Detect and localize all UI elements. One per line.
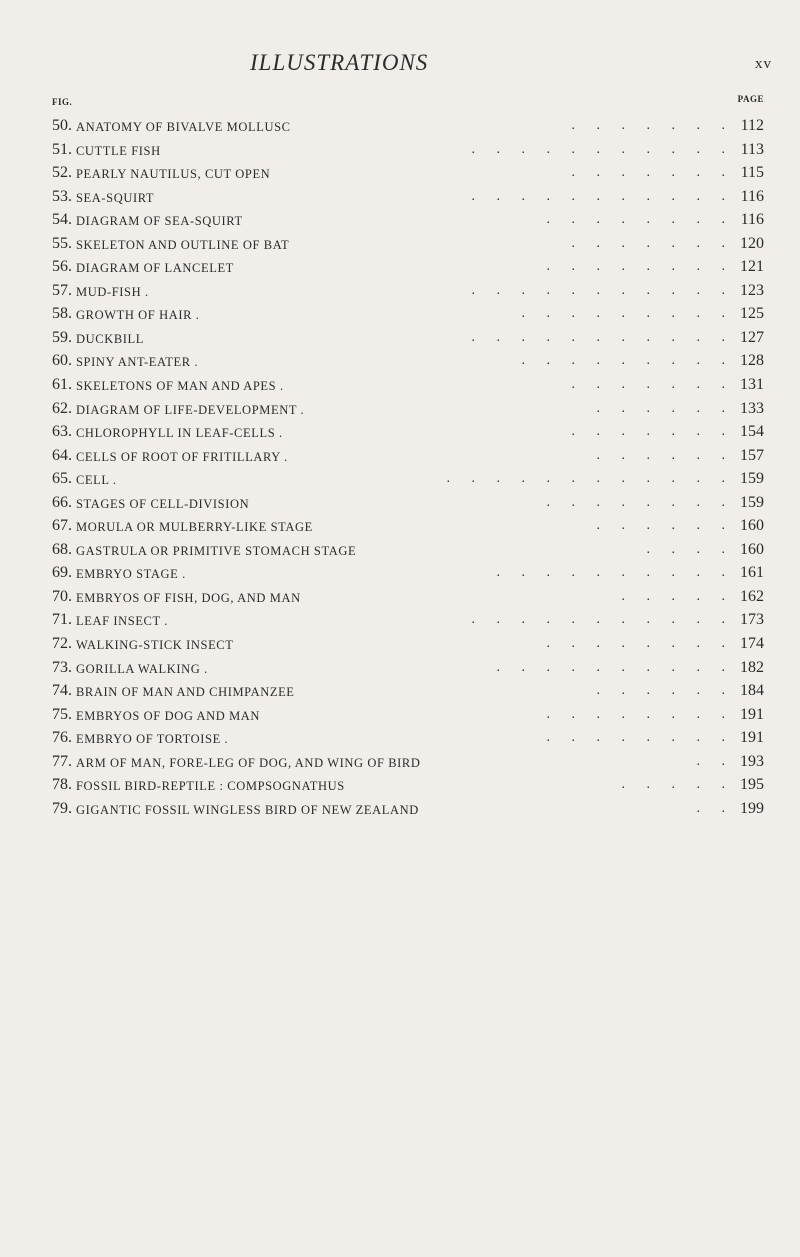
page-column-heading: PAGE bbox=[737, 94, 764, 104]
figure-number: 79. bbox=[52, 799, 72, 817]
page-folio: xv bbox=[755, 56, 772, 72]
dot-leader: . . . . . . . bbox=[571, 235, 734, 251]
list-item bbox=[0, 115, 800, 139]
page-number: 112 bbox=[740, 117, 764, 134]
list-item bbox=[0, 209, 800, 233]
figure-number: 54. bbox=[52, 211, 72, 229]
figure-number: 71. bbox=[52, 611, 72, 629]
figure-title: GORILLA WALKING . bbox=[76, 661, 208, 676]
page-number: 121 bbox=[740, 258, 764, 276]
figure-title: CUTTLE FISH bbox=[76, 143, 161, 158]
page-number: 159 bbox=[740, 470, 764, 488]
figure-title: ANATOMY OF BIVALVE MOLLUSC bbox=[76, 120, 291, 134]
dot-leader: . . . . . . bbox=[596, 400, 734, 416]
list-item bbox=[0, 704, 800, 728]
figure-title: BRAIN OF MAN AND CHIMPANZEE bbox=[76, 685, 295, 700]
figure-number: 60. bbox=[52, 352, 72, 370]
list-item bbox=[0, 562, 800, 586]
dot-leader: . . . . . . bbox=[596, 447, 734, 463]
list-item bbox=[0, 421, 800, 445]
figure-number: 52. bbox=[52, 164, 72, 182]
list-item bbox=[0, 233, 800, 257]
dot-leader: . . . . . . . . . bbox=[521, 353, 734, 369]
figure-title: GROWTH OF HAIR . bbox=[76, 308, 200, 323]
page-number: 115 bbox=[740, 164, 764, 182]
page-number: 182 bbox=[740, 658, 764, 676]
figure-number: 64. bbox=[52, 446, 72, 464]
list-item bbox=[0, 280, 800, 304]
figure-number: 53. bbox=[52, 187, 72, 205]
list-item bbox=[0, 492, 800, 516]
dot-leader: . . . . . . . . . . . bbox=[471, 141, 734, 157]
figure-number: 69. bbox=[52, 564, 72, 582]
page-number: 116 bbox=[740, 211, 764, 229]
figure-number: 61. bbox=[52, 376, 72, 394]
page-number: 184 bbox=[740, 682, 764, 700]
page-number: 116 bbox=[740, 187, 764, 205]
page-number: 199 bbox=[740, 799, 764, 817]
dot-leader: . . . . . . . . bbox=[546, 494, 734, 510]
dot-leader: . . . . . . bbox=[596, 683, 734, 699]
figure-title: LEAF INSECT . bbox=[76, 614, 168, 629]
figure-title: CHLOROPHYLL IN LEAF-CELLS . bbox=[76, 426, 283, 441]
dot-leader: . . . . . . . . . . . bbox=[471, 188, 734, 204]
page-number: 131 bbox=[740, 376, 764, 394]
figure-number: 57. bbox=[52, 281, 72, 299]
figure-title: EMBRYO STAGE . bbox=[76, 567, 186, 582]
figure-title: EMBRYO OF TORTOISE . bbox=[76, 732, 229, 747]
figure-number: 51. bbox=[52, 140, 72, 158]
figure-title: WALKING-STICK INSECT bbox=[76, 638, 234, 653]
dot-leader: . . . . . . bbox=[596, 518, 734, 534]
figure-number: 66. bbox=[52, 493, 72, 511]
figure-title: CELLS OF ROOT OF FRITILLARY . bbox=[76, 449, 288, 464]
list-item bbox=[0, 751, 800, 775]
list-item bbox=[0, 633, 800, 657]
list-item bbox=[0, 609, 800, 633]
figure-number: 75. bbox=[52, 705, 72, 723]
figure-title: DIAGRAM OF SEA-SQUIRT bbox=[76, 214, 243, 229]
dot-leader: . . . . . bbox=[621, 588, 734, 604]
figure-title: SPINY ANT-EATER . bbox=[76, 355, 199, 370]
figure-title: CELL . bbox=[76, 473, 117, 488]
page-number: 123 bbox=[740, 281, 764, 299]
list-item bbox=[0, 445, 800, 469]
dot-leader: . . . . . . . . bbox=[546, 636, 734, 652]
figure-number: 78. bbox=[52, 776, 72, 794]
page-number: 174 bbox=[740, 635, 764, 653]
list-item bbox=[0, 327, 800, 351]
figure-number: 76. bbox=[52, 729, 72, 747]
list-item bbox=[0, 798, 800, 822]
page-number: 113 bbox=[740, 140, 764, 158]
figure-title: GASTRULA OR PRIMITIVE STOMACH STAGE bbox=[76, 543, 357, 558]
figure-title: DUCKBILL bbox=[76, 331, 144, 346]
page-number: 191 bbox=[740, 729, 764, 747]
figure-number: 65. bbox=[52, 470, 72, 488]
dot-leader: . . . . . . . . . . . bbox=[471, 329, 734, 345]
figure-number: 59. bbox=[52, 328, 72, 346]
figure-number: 55. bbox=[52, 234, 72, 252]
dot-leader: . . . . . . . . bbox=[546, 730, 734, 746]
figure-number: 74. bbox=[52, 682, 72, 700]
page-number: 193 bbox=[740, 752, 764, 770]
figure-number: 77. bbox=[52, 752, 72, 770]
figure-number: 62. bbox=[52, 399, 72, 417]
page-number: 160 bbox=[740, 517, 764, 535]
dot-leader: . . . . . . . bbox=[571, 165, 734, 181]
page-header bbox=[0, 50, 800, 80]
list-item bbox=[0, 398, 800, 422]
list-item bbox=[0, 727, 800, 751]
page-number: 195 bbox=[740, 776, 764, 794]
figure-number: 58. bbox=[52, 305, 72, 323]
page-number: 157 bbox=[740, 446, 764, 464]
dot-leader: . . . . . bbox=[621, 777, 734, 793]
figure-number: 67. bbox=[52, 517, 72, 535]
figure-number: 72. bbox=[52, 635, 72, 653]
page-number: 173 bbox=[740, 611, 764, 629]
page-number: 162 bbox=[740, 587, 764, 605]
figure-number: 50. bbox=[52, 117, 72, 134]
dot-leader: . . bbox=[696, 800, 734, 816]
list-item bbox=[0, 774, 800, 798]
figure-number: 68. bbox=[52, 540, 72, 558]
page-number: 161 bbox=[740, 564, 764, 582]
list-item bbox=[0, 539, 800, 563]
list-item bbox=[0, 350, 800, 374]
dot-leader: . . . . . . . bbox=[571, 424, 734, 440]
list-item bbox=[0, 162, 800, 186]
page-number: 125 bbox=[740, 305, 764, 323]
figure-number: 70. bbox=[52, 587, 72, 605]
figure-title: STAGES OF CELL-DIVISION bbox=[76, 496, 250, 511]
list-item bbox=[0, 303, 800, 327]
dot-leader: . . bbox=[696, 753, 734, 769]
figure-number: 63. bbox=[52, 423, 72, 441]
figure-title: MORULA OR MULBERRY-LIKE STAGE bbox=[76, 520, 313, 535]
figure-number: 56. bbox=[52, 258, 72, 276]
dot-leader: . . . . . . . . . bbox=[521, 306, 734, 322]
figure-title: GIGANTIC FOSSIL WINGLESS BIRD OF NEW ZEALAND bbox=[76, 802, 419, 817]
page-number: 191 bbox=[740, 705, 764, 723]
page-number: 160 bbox=[740, 540, 764, 558]
dot-leader: . . . . . . . . . . . bbox=[471, 612, 734, 628]
list-item bbox=[0, 139, 800, 163]
list-item bbox=[0, 657, 800, 681]
figure-title: EMBRYOS OF DOG AND MAN bbox=[76, 708, 261, 723]
dot-leader: . . . . . . . . bbox=[546, 212, 734, 228]
dot-leader: . . . . . . . . bbox=[546, 259, 734, 275]
column-headings bbox=[0, 94, 800, 110]
figure-title: ARM OF MAN, FORE-LEG OF DOG, AND WING OF BIRD bbox=[76, 755, 421, 770]
figure-title: SEA-SQUIRT bbox=[76, 190, 155, 205]
figure-title: MUD-FISH . bbox=[76, 284, 149, 299]
figure-title: SKELETONS OF MAN AND APES . bbox=[76, 379, 284, 394]
list-item bbox=[0, 468, 800, 492]
list-item bbox=[0, 680, 800, 704]
figure-title: SKELETON AND OUTLINE OF BAT bbox=[76, 237, 290, 252]
page-number: 120 bbox=[740, 234, 764, 252]
page-number: 127 bbox=[740, 328, 764, 346]
page-number: 128 bbox=[740, 352, 764, 370]
figure-number: 73. bbox=[52, 658, 72, 676]
dot-leader: . . . . . . . . . . . bbox=[471, 282, 734, 298]
fig-column-heading: FIG. bbox=[52, 97, 73, 107]
dot-leader: . . . . . . . . bbox=[546, 706, 734, 722]
page-number: 154 bbox=[740, 423, 764, 441]
dot-leader: . . . . . . . . . . bbox=[496, 565, 734, 581]
figure-title: DIAGRAM OF LIFE-DEVELOPMENT . bbox=[76, 402, 305, 417]
list-item bbox=[0, 586, 800, 610]
figure-title: EMBRYOS OF FISH, DOG, AND MAN bbox=[76, 590, 301, 605]
page-number: 133 bbox=[740, 399, 764, 417]
list-item bbox=[0, 374, 800, 398]
list-item bbox=[0, 515, 800, 539]
figure-title: PEARLY NAUTILUS, CUT OPEN bbox=[76, 167, 271, 182]
page-number: 159 bbox=[740, 493, 764, 511]
figure-title: FOSSIL BIRD-REPTILE : COMPSOGNATHUS bbox=[76, 779, 345, 794]
list-item bbox=[0, 186, 800, 210]
running-title: ILLUSTRATIONS bbox=[250, 50, 429, 75]
dot-leader: . . . . . . . . . . . . bbox=[446, 471, 734, 487]
list-item bbox=[0, 256, 800, 280]
dot-leader: . . . . . . . . . . bbox=[496, 659, 734, 675]
figure-title: DIAGRAM OF LANCELET bbox=[76, 261, 234, 276]
dot-leader: . . . . . . . bbox=[571, 377, 734, 393]
illustrations-list bbox=[0, 115, 800, 821]
dot-leader: . . . . . . . bbox=[571, 118, 734, 133]
dot-leader: . . . . bbox=[646, 541, 734, 557]
